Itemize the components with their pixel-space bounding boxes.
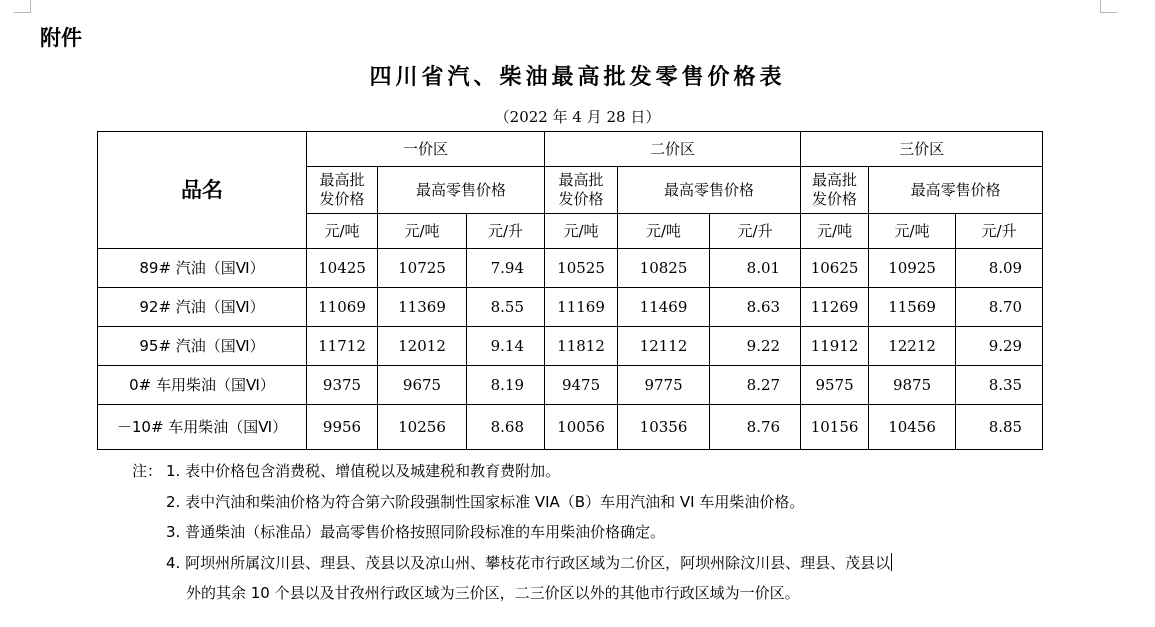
product-name-header: 品名 [98,132,307,249]
price-cell: 10525 [545,249,618,288]
price-cell: 8.19 [467,366,545,405]
retail-price-header: 最高零售价格 [869,167,1043,214]
note-text: 阿坝州所属汶川县、理县、茂县以及凉山州、攀枝花市行政区域为二价区，阿坝州除汶川县、理县、茂县以 [185,554,891,572]
note-continuation: 外的其余 10 个县以及甘孜州行政区域为三价区，二三价区以外的其他市行政区域为一价区。 [186,584,800,602]
price-cell: 9375 [307,366,378,405]
price-cell: 11469 [618,288,710,327]
unit-cell: 元/升 [467,214,545,249]
crop-mark-top-right [1100,0,1117,13]
attachment-label: 附件 [40,26,82,50]
product-name: 95# 汽油（国Ⅵ） [98,327,307,366]
note-number: 2. [166,493,181,511]
price-cell: 8.55 [467,288,545,327]
retail-price-header: 最高零售价格 [378,167,545,214]
price-cell: 12112 [618,327,710,366]
price-cell: 11712 [307,327,378,366]
note-number: 3. [166,523,181,541]
price-cell: 10825 [618,249,710,288]
note-item [166,491,804,512]
price-cell: 10356 [618,405,710,450]
price-cell: 12012 [378,327,467,366]
product-name: 92# 汽油（国Ⅵ） [98,288,307,327]
wholesale-price-header: 最高批 发价格 [801,167,869,214]
price-cell: 11812 [545,327,618,366]
price-cell: 8.01 [710,249,801,288]
price-cell: 8.63 [710,288,801,327]
price-cell: 9775 [618,366,710,405]
product-name: 89# 汽油（国Ⅵ） [98,249,307,288]
price-cell: 8.27 [710,366,801,405]
price-cell: 8.85 [956,405,1043,450]
price-cell: 8.76 [710,405,801,450]
unit-cell: 元/升 [710,214,801,249]
table-row [98,288,1043,327]
price-cell: 8.70 [956,288,1043,327]
note-text: 表中价格包含消费税、增值税以及城建税和教育费附加。 [185,462,561,480]
price-cell: 11169 [545,288,618,327]
price-cell: 9475 [545,366,618,405]
price-cell: 9.14 [467,327,545,366]
price-cell: 9956 [307,405,378,450]
unit-cell: 元/吨 [545,214,618,249]
price-cell: 11369 [378,288,467,327]
notes-prefix: 注： [132,462,163,480]
price-cell: 11912 [801,327,869,366]
wholesale-price-header: 最高批 发价格 [545,167,618,214]
price-cell: 9.29 [956,327,1043,366]
unit-cell: 元/升 [956,214,1043,249]
document-date: （2022 年 4 月 28 日） [494,108,661,126]
price-cell: 8.09 [956,249,1043,288]
crop-mark-top-left [14,0,31,13]
unit-cell: 元/吨 [869,214,956,249]
note-number: 1. [166,462,181,480]
zone-header: 一价区 [307,132,545,167]
note-number: 4. [166,554,181,572]
price-cell: 12212 [869,327,956,366]
unit-cell: 元/吨 [307,214,378,249]
table-row [98,327,1043,366]
note-item [166,552,892,573]
unit-cell: 元/吨 [801,214,869,249]
unit-cell: 元/吨 [618,214,710,249]
product-name: －10# 车用柴油（国Ⅵ） [98,405,307,450]
price-cell: 10425 [307,249,378,288]
price-cell: 9875 [869,366,956,405]
wholesale-price-header: 最高批 发价格 [307,167,378,214]
price-cell: 11569 [869,288,956,327]
table-row [98,405,1043,450]
price-cell: 10925 [869,249,956,288]
price-cell: 11269 [801,288,869,327]
price-cell: 7.94 [467,249,545,288]
price-cell: 10056 [545,405,618,450]
product-name: 0# 车用柴油（国Ⅵ） [98,366,307,405]
price-cell: 10625 [801,249,869,288]
price-cell: 8.35 [956,366,1043,405]
unit-cell: 元/吨 [378,214,467,249]
price-cell: 9575 [801,366,869,405]
retail-price-header: 最高零售价格 [618,167,801,214]
price-cell: 10725 [378,249,467,288]
zone-header: 三价区 [801,132,1043,167]
price-cell: 10456 [869,405,956,450]
price-cell: 11069 [307,288,378,327]
price-cell: 9.22 [710,327,801,366]
document-title: 四川省汽、柴油最高批发零售价格表 [369,65,786,90]
note-item [166,521,665,542]
note-text: 普通柴油（标准品）最高零售价格按照同阶段标准的车用柴油价格确定。 [185,523,666,541]
note-item [166,460,560,481]
price-cell: 9675 [378,366,467,405]
price-cell: 10256 [378,405,467,450]
zone-header: 二价区 [545,132,801,167]
price-cell: 10156 [801,405,869,450]
note-text: 表中汽油和柴油价格为符合第六阶段强制性国家标准 VIA（B）车用汽油和 VI 车用柴油价格。 [185,493,805,511]
text-cursor [891,553,892,571]
price-table [97,131,1043,450]
price-cell: 8.68 [467,405,545,450]
table-row [98,249,1043,288]
table-row [98,366,1043,405]
